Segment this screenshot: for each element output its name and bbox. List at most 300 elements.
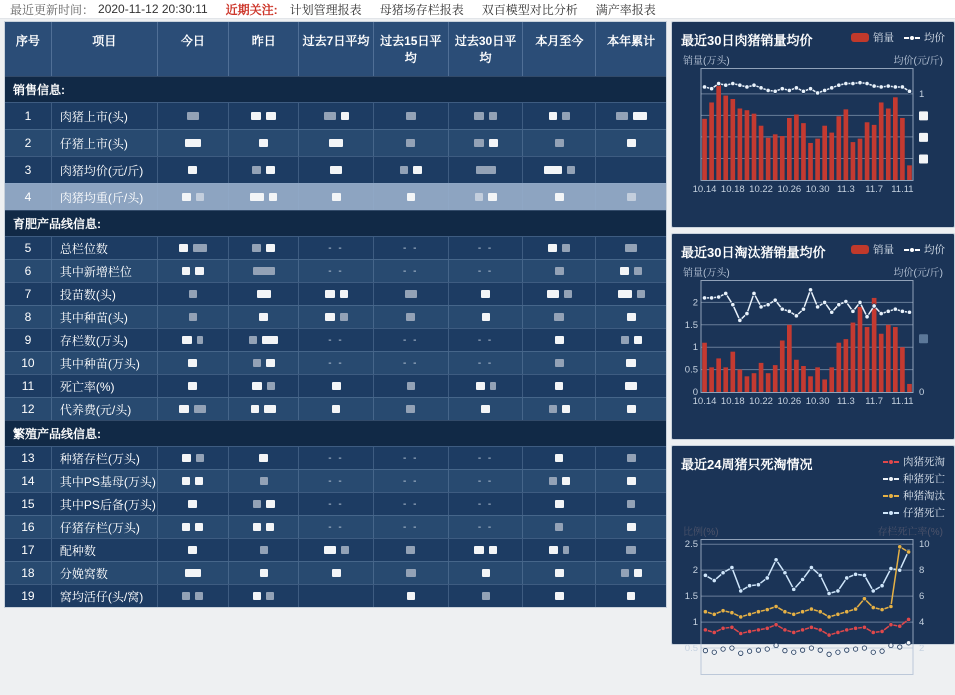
redacted-value: [266, 166, 275, 174]
redacted-value: [621, 569, 629, 577]
redacted-value: [195, 592, 203, 600]
table-cell: [523, 156, 596, 183]
section-title: 繁殖产品线信息:: [5, 420, 666, 446]
top-menu-item-3[interactable]: 满产率报表: [595, 2, 656, 17]
row-label: 仔猪存栏(万头): [52, 515, 158, 538]
table-cell: [374, 305, 449, 328]
table-cell: [374, 561, 449, 584]
row-number: 12: [5, 397, 52, 420]
table-cell: [374, 492, 449, 515]
row-number: 8: [5, 305, 52, 328]
table-row[interactable]: [5, 374, 666, 397]
table-cell: [229, 259, 299, 282]
table-cell: [523, 259, 596, 282]
redacted-value: [489, 112, 497, 120]
table-cell: [374, 102, 449, 129]
redacted-dash: - -: [477, 265, 494, 277]
svg-text:10.26: 10.26: [777, 396, 802, 407]
svg-text:1.5: 1.5: [684, 319, 698, 331]
legend-label: 仔猪死亡: [903, 507, 945, 519]
redacted-value: [330, 166, 342, 174]
table-cell: [158, 129, 230, 156]
table-row[interactable]: [5, 584, 666, 607]
redacted-value: [555, 193, 564, 201]
legend-label: 均价: [924, 32, 945, 44]
legend-label: 销量: [873, 32, 894, 44]
table-cell: [229, 282, 299, 305]
table-cell: [158, 236, 230, 259]
redacted-value: [634, 569, 642, 577]
table-cell: [299, 282, 374, 305]
table-cell: [596, 156, 666, 183]
table-cell: [374, 446, 449, 469]
table-cell: [596, 397, 666, 420]
redacted-value: [549, 112, 557, 120]
legend-bar-swatch: [851, 33, 869, 42]
redacted-value: [195, 267, 204, 275]
redacted-value: [196, 193, 204, 201]
redacted-value: [185, 569, 201, 577]
table-cell: [299, 351, 374, 374]
table-cell: [596, 374, 666, 397]
redacted-value: [182, 454, 191, 462]
redacted-value: [476, 382, 485, 390]
row-number: 7: [5, 282, 52, 305]
table-cell: [374, 584, 449, 607]
table-cell: [596, 183, 666, 210]
table-row[interactable]: [5, 561, 666, 584]
legend-item-种猪淘汰[interactable]: [883, 488, 945, 503]
table-cell: [229, 515, 299, 538]
redacted-value: [490, 382, 496, 390]
redacted-value: [253, 592, 261, 600]
redacted-value: [555, 454, 563, 462]
redacted-dash: - -: [328, 498, 344, 510]
redacted-value: [253, 500, 261, 508]
chart-plot[interactable]: [681, 539, 945, 690]
table-cell: [229, 584, 299, 607]
legend-item-肉猪死淘[interactable]: [883, 454, 945, 469]
redacted-dash: - -: [328, 242, 344, 254]
table-cell: [158, 156, 230, 183]
redacted-value: [547, 290, 559, 298]
table-cell: [299, 584, 374, 607]
row-label: 投苗数(头): [52, 282, 158, 305]
redacted-dash: - -: [328, 452, 344, 464]
redacted-value: [193, 244, 207, 252]
redacted-value: [195, 523, 203, 531]
table-cell: [449, 351, 524, 374]
row-number: 19: [5, 584, 52, 607]
update-time-value: 2020-11-12 20:30:11: [98, 2, 208, 16]
table-cell: [229, 538, 299, 561]
table-cell: [299, 492, 374, 515]
redacted-value: [188, 166, 197, 174]
table-cell: [523, 515, 596, 538]
table-row[interactable]: [5, 236, 666, 259]
redacted-dash: - -: [403, 475, 419, 487]
table-cell: [299, 102, 374, 129]
column-header-1: 项目: [52, 22, 158, 76]
top-menu-item-1[interactable]: 母猪场存栏报表: [379, 2, 464, 17]
redacted-value: [179, 244, 188, 252]
row-label: 仔猪上市(头): [52, 129, 158, 156]
redacted-value: [481, 290, 490, 298]
redacted-value: [406, 313, 415, 321]
table-cell: [374, 374, 449, 397]
redacted-value: [252, 244, 261, 252]
redacted-value: [182, 193, 191, 201]
legend-item-仔猪死亡[interactable]: [883, 505, 945, 520]
redacted-value: [474, 546, 484, 554]
svg-text:10.18: 10.18: [720, 184, 745, 195]
table-cell: [523, 129, 596, 156]
legend-label: 销量: [873, 244, 894, 256]
redacted-value: [555, 139, 564, 147]
row-label: 代养费(元/头): [52, 397, 158, 420]
redacted-value: [266, 112, 276, 120]
table-cell: [229, 469, 299, 492]
column-header-0: 序号: [5, 22, 52, 76]
table-cell: [374, 538, 449, 561]
legend-item-种猪死亡[interactable]: [883, 471, 945, 486]
top-menu: [290, 1, 656, 18]
redacted-dash: - -: [477, 242, 494, 254]
redacted-dash: - -: [328, 265, 344, 277]
redacted-value: [627, 454, 636, 462]
row-number: 17: [5, 538, 52, 561]
svg-text:10.14: 10.14: [692, 184, 717, 195]
redacted-value: [562, 112, 570, 120]
table-row[interactable]: [5, 305, 666, 328]
table-row[interactable]: [5, 282, 666, 305]
table-cell: [374, 183, 449, 210]
table-cell: [299, 236, 374, 259]
redacted-dash: - -: [328, 357, 344, 369]
table-cell: [374, 156, 449, 183]
column-header-2: 今日: [158, 22, 230, 76]
table-cell: [523, 492, 596, 515]
redacted-value: [406, 112, 416, 120]
row-label: 总栏位数: [52, 236, 158, 259]
topbar: [0, 0, 955, 19]
redacted-value: [249, 336, 257, 344]
table-cell: [523, 102, 596, 129]
table-header-row: [5, 22, 666, 76]
table-row[interactable]: [5, 259, 666, 282]
table-cell: [449, 183, 524, 210]
table-cell: [158, 469, 230, 492]
svg-text:2: 2: [919, 643, 925, 655]
redacted-value: [621, 336, 629, 344]
row-label: 配种数: [52, 538, 158, 561]
table-cell: [229, 129, 299, 156]
chart-legend: [812, 454, 945, 520]
row-number: 18: [5, 561, 52, 584]
y-axis-label-left: 销量(万头): [683, 56, 730, 67]
redacted-value: [620, 267, 629, 275]
legend-item-均价[interactable]: [904, 242, 945, 257]
redacted-value: [562, 477, 570, 485]
redacted-value: [179, 405, 189, 413]
legend-item-均价[interactable]: [904, 30, 945, 45]
table-cell: [596, 259, 666, 282]
redacted-value: [555, 382, 563, 390]
table-cell: [229, 236, 299, 259]
chart-card-1: [671, 233, 955, 440]
row-number: 14: [5, 469, 52, 492]
redacted-value: [251, 405, 259, 413]
y-axis-label-right: 存栏死亡率(%): [877, 527, 943, 538]
row-label: 其中PS后备(万头): [52, 492, 158, 515]
table-cell: [596, 515, 666, 538]
chart-card-2: [671, 445, 955, 655]
table-cell: [596, 282, 666, 305]
redacted-dash: - -: [403, 242, 419, 254]
redacted-value: [260, 477, 268, 485]
redacted-value: [626, 359, 636, 367]
row-number: 11: [5, 374, 52, 397]
table-cell: [158, 305, 230, 328]
section-title: 育肥产品线信息:: [5, 210, 666, 236]
table-cell: [374, 282, 449, 305]
row-label: 肉猪均价(元/斤): [52, 156, 158, 183]
y-axis-label-left: 比例(%): [683, 527, 719, 538]
legend-label: 种猪淘汰: [903, 490, 945, 502]
redacted-value: [262, 336, 278, 344]
table-row[interactable]: [5, 492, 666, 515]
table-cell: [299, 129, 374, 156]
row-label: 肉猪均重(斤/头): [52, 183, 158, 210]
svg-text:11.3: 11.3: [836, 396, 855, 407]
redacted-value: [252, 166, 261, 174]
table-row[interactable]: [5, 538, 666, 561]
legend-item-销量[interactable]: [851, 242, 894, 257]
table-cell: [374, 236, 449, 259]
table-row[interactable]: [5, 446, 666, 469]
redacted-dash: - -: [477, 452, 494, 464]
svg-text:10.26: 10.26: [777, 184, 802, 195]
svg-text:10.30: 10.30: [805, 396, 830, 407]
table-row[interactable]: [5, 351, 666, 374]
row-label: 其中种苗(头): [52, 305, 158, 328]
y-axis-label-right: 均价(元/斤): [893, 56, 943, 67]
table-cell: [374, 351, 449, 374]
svg-text:2: 2: [692, 297, 698, 309]
redacted-value: [259, 313, 268, 321]
legend-item-销量[interactable]: [851, 30, 894, 45]
redacted-value: [266, 500, 275, 508]
table-cell: [158, 538, 230, 561]
legend-line-swatch: [883, 508, 899, 517]
redacted-value: [332, 382, 341, 390]
redacted-value: [267, 382, 275, 390]
svg-text:1.5: 1.5: [684, 591, 698, 603]
row-label: 其中新增栏位: [52, 259, 158, 282]
redacted-value: [260, 569, 268, 577]
table-row[interactable]: [5, 397, 666, 420]
redacted-value: [627, 405, 636, 413]
svg-text:1: 1: [692, 342, 698, 354]
redacted-value: [481, 405, 490, 413]
table-cell: [449, 305, 524, 328]
recent-focus-label: 近期关注:: [225, 2, 278, 17]
redacted-dash: - -: [328, 521, 344, 533]
table-cell: [374, 129, 449, 156]
svg-text:6: 6: [919, 591, 925, 603]
table-cell: [596, 129, 666, 156]
redacted-value: [182, 592, 190, 600]
row-label: 其中种苗(万头): [52, 351, 158, 374]
table-cell: [158, 183, 230, 210]
svg-text:11.11: 11.11: [891, 396, 914, 407]
svg-text:4: 4: [919, 617, 925, 629]
redacted-value: [188, 500, 197, 508]
redacted-value: [196, 454, 204, 462]
top-menu-item-2[interactable]: 双百模型对比分析: [481, 2, 578, 17]
redacted-value: [627, 592, 635, 600]
redacted-value: [489, 139, 498, 147]
table-cell: [299, 538, 374, 561]
redacted-dash: - -: [403, 521, 419, 533]
top-menu-item-0[interactable]: 计划管理报表: [289, 2, 362, 17]
svg-text:10.14: 10.14: [692, 396, 717, 407]
redacted-value: [266, 244, 275, 252]
redacted-value: [548, 244, 557, 252]
redacted-value: [324, 112, 336, 120]
table-cell: [449, 397, 524, 420]
section-title: 销售信息:: [5, 76, 666, 102]
redacted-value: [332, 193, 341, 201]
redacted-value: [474, 112, 484, 120]
redacted-value: [637, 290, 645, 298]
table-cell: [596, 102, 666, 129]
redacted-value: [627, 500, 635, 508]
table-cell: [523, 351, 596, 374]
redacted-value: [406, 139, 415, 147]
table-cell: [299, 156, 374, 183]
redacted-value: [627, 523, 636, 531]
redacted-value: [555, 336, 564, 344]
table-row[interactable]: [5, 515, 666, 538]
svg-text:2: 2: [692, 565, 698, 577]
table-cell: [523, 282, 596, 305]
redacted-value: [627, 313, 636, 321]
redacted-value: [325, 313, 335, 321]
redacted-value: [332, 569, 341, 577]
legend-label: 肉猪死淘: [903, 456, 945, 468]
table-cell: [299, 259, 374, 282]
svg-text:10.22: 10.22: [749, 396, 773, 407]
table-row[interactable]: [5, 102, 666, 129]
redacted-value: [406, 546, 415, 554]
table-row[interactable]: [5, 183, 666, 210]
redacted-value: [555, 569, 564, 577]
redacted-value: [482, 313, 490, 321]
table-cell: [299, 469, 374, 492]
table-row[interactable]: [5, 156, 666, 183]
table-cell: [523, 305, 596, 328]
redacted-value: [627, 193, 636, 201]
redacted-value: [194, 405, 206, 413]
redacted-value: [489, 546, 497, 554]
table-cell: [158, 102, 230, 129]
table-cell: [523, 538, 596, 561]
table-cell: [596, 538, 666, 561]
redacted-dash: - -: [403, 452, 419, 464]
redacted-value: [555, 500, 564, 508]
legend-label: 均价: [924, 244, 945, 256]
redacted-value: [257, 290, 271, 298]
redacted-value: [251, 112, 261, 120]
table-cell: [158, 561, 230, 584]
chart-plot[interactable]: [681, 68, 945, 196]
row-number: 16: [5, 515, 52, 538]
row-label: 肉猪上市(头): [52, 102, 158, 129]
table-cell: [523, 183, 596, 210]
table-row[interactable]: [5, 328, 666, 351]
table-cell: [523, 584, 596, 607]
redacted-value: [407, 193, 415, 201]
table-cell: [158, 259, 230, 282]
table-cell: [229, 351, 299, 374]
redacted-value: [406, 569, 416, 577]
redacted-value: [555, 592, 564, 600]
redacted-value: [260, 546, 268, 554]
table-cell: [523, 374, 596, 397]
redacted-value: [405, 290, 417, 298]
row-label: 种猪存栏(万头): [52, 446, 158, 469]
redacted-value: [413, 166, 422, 174]
row-number: 9: [5, 328, 52, 351]
redacted-value: [544, 166, 562, 174]
redacted-value: [325, 290, 335, 298]
redacted-value: [407, 592, 415, 600]
row-number: 1: [5, 102, 52, 129]
svg-text:10: 10: [919, 539, 930, 551]
table-cell: [158, 351, 230, 374]
column-header-3: 昨日: [229, 22, 299, 76]
chart-plot[interactable]: [681, 280, 945, 408]
redacted-value: [329, 139, 343, 147]
table-cell: [158, 492, 230, 515]
table-cell: [596, 305, 666, 328]
row-label: 死亡率(%): [52, 374, 158, 397]
redacted-value: [195, 477, 203, 485]
y-axis-label-left: 销量(万头): [683, 268, 730, 279]
table-cell: [299, 515, 374, 538]
redacted-value: [187, 112, 199, 120]
column-header-4: 过去7日平均: [299, 22, 374, 76]
chart-legend: [851, 30, 945, 45]
column-header-7: 本月至今: [523, 22, 596, 76]
table-cell: [596, 492, 666, 515]
redacted-dash: - -: [477, 357, 494, 369]
redacted-value: [266, 359, 275, 367]
svg-text:10.30: 10.30: [805, 184, 830, 195]
redacted-value: [324, 546, 336, 554]
table-cell: [374, 328, 449, 351]
redacted-value: [189, 313, 197, 321]
dashboard-content: [0, 19, 955, 655]
redacted-dash: - -: [403, 357, 419, 369]
redacted-value: [185, 139, 201, 147]
table-cell: [449, 538, 524, 561]
table-cell: [596, 469, 666, 492]
table-row[interactable]: [5, 129, 666, 156]
redacted-value: [627, 139, 636, 147]
table-row[interactable]: [5, 469, 666, 492]
